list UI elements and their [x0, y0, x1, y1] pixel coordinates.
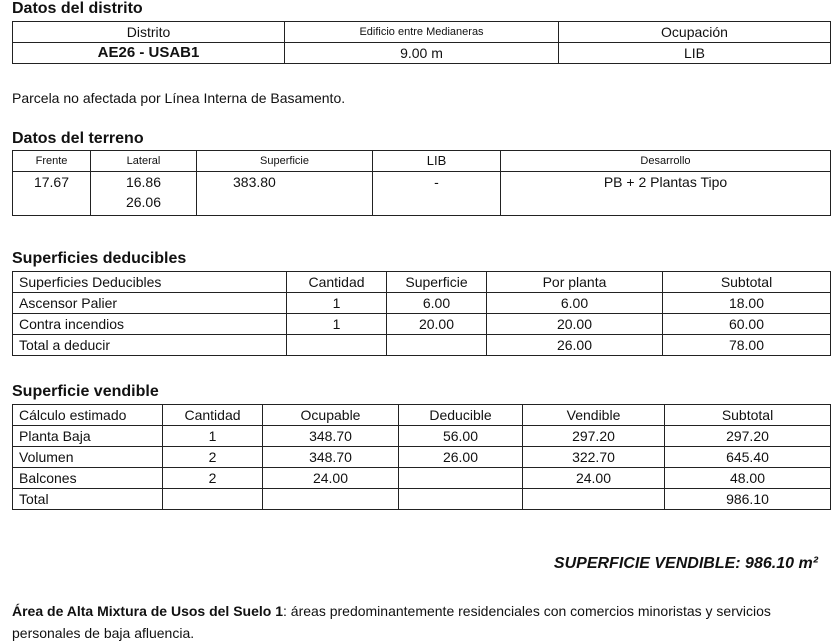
header-deducible: Deducible — [399, 405, 523, 426]
cell-cantidad — [163, 489, 263, 510]
section-title-terreno: Datos del terreno — [12, 130, 144, 147]
cell-calculo: Balcones — [13, 468, 163, 489]
cell-concepto: Ascensor Palier — [13, 293, 287, 314]
deducibles-table — [12, 271, 831, 356]
distrito-table — [12, 21, 831, 64]
value-lateral — [91, 172, 197, 216]
cell-vendible: 322.70 — [523, 447, 665, 468]
value-desarrollo: PB + 2 Plantas Tipo — [501, 172, 831, 216]
header-lib: LIB — [373, 151, 501, 172]
cell-cantidad: 2 — [163, 468, 263, 489]
cell-deducible: 56.00 — [399, 426, 523, 447]
table-row — [13, 426, 831, 447]
header-subtotal-v: Subtotal — [665, 405, 831, 426]
header-subtotal-d: Subtotal — [663, 272, 831, 293]
cell-cantidad: 2 — [163, 447, 263, 468]
cell-deducible — [399, 489, 523, 510]
cell-deducible — [399, 468, 523, 489]
header-distrito: Distrito — [13, 22, 285, 43]
header-ocupacion: Ocupación — [559, 22, 831, 43]
table-row-total — [13, 335, 831, 356]
value-frente: 17.67 — [13, 172, 91, 216]
cell-concepto: Contra incendios — [13, 314, 287, 335]
header-cantidad-v: Cantidad — [163, 405, 263, 426]
cell-calculo: Planta Baja — [13, 426, 163, 447]
basamento-note: Parcela no afectada por Línea Interna de Basamento. — [12, 90, 346, 106]
cell-superficie — [387, 335, 487, 356]
table-row-total — [13, 489, 831, 510]
cell-calculo: Volumen — [13, 447, 163, 468]
header-edificio: Edificio entre Medianeras — [285, 22, 559, 43]
cell-vendible: 24.00 — [523, 468, 665, 489]
cell-calculo: Total — [13, 489, 163, 510]
cell-ocupable: 24.00 — [263, 468, 399, 489]
cell-ocupable — [263, 489, 399, 510]
value-superficie: 383.80 — [197, 172, 373, 216]
cell-vendible — [523, 489, 665, 510]
cell-deducible: 26.00 — [399, 447, 523, 468]
value-distrito: AE26 - USAB1 — [13, 43, 285, 64]
section-title-distrito: Datos del distrito — [12, 0, 143, 17]
cell-cantidad: 1 — [163, 426, 263, 447]
cell-ocupable: 348.70 — [263, 426, 399, 447]
cell-cantidad: 1 — [287, 314, 387, 335]
cell-cantidad: 1 — [287, 293, 387, 314]
header-vendible: Vendible — [523, 405, 665, 426]
table-row — [13, 468, 831, 489]
cell-subtotal: 986.10 — [665, 489, 831, 510]
cell-subtotal: 78.00 — [663, 335, 831, 356]
footer-text: : áreas predominantemente residenciales con comercios minoristas y servicios personales de baja afluencia. — [12, 603, 771, 641]
cell-superficie: 6.00 — [387, 293, 487, 314]
header-superficie-d: Superficie — [387, 272, 487, 293]
cell-por-planta: 6.00 — [487, 293, 663, 314]
table-row — [13, 293, 831, 314]
table-row — [13, 447, 831, 468]
value-lateral-2: 26.06 — [125, 194, 162, 210]
table-row — [13, 314, 831, 335]
superficie-vendible-total: SUPERFICIE VENDIBLE: 986.10 m² — [553, 555, 818, 572]
cell-por-planta: 26.00 — [487, 335, 663, 356]
header-por-planta: Por planta — [487, 272, 663, 293]
cell-concepto: Total a deducir — [13, 335, 287, 356]
cell-superficie: 20.00 — [387, 314, 487, 335]
cell-subtotal: 48.00 — [665, 468, 831, 489]
cell-ocupable: 348.70 — [263, 447, 399, 468]
footer-bold-term: Área de Alta Mixtura de Usos del Suelo 1 — [12, 603, 284, 619]
value-ocupacion: LIB — [559, 43, 831, 64]
header-cantidad: Cantidad — [287, 272, 387, 293]
cell-por-planta: 20.00 — [487, 314, 663, 335]
cell-subtotal: 60.00 — [663, 314, 831, 335]
header-frente: Frente — [13, 151, 91, 172]
terreno-table — [12, 150, 831, 216]
cell-cantidad — [287, 335, 387, 356]
vendible-table — [12, 404, 831, 510]
value-lateral-1: 16.86 — [125, 174, 162, 190]
cell-subtotal: 297.20 — [665, 426, 831, 447]
header-ocupable: Ocupable — [263, 405, 399, 426]
section-title-deducibles: Superficies deducibles — [12, 250, 187, 267]
value-edificio: 9.00 m — [285, 43, 559, 64]
cell-subtotal: 645.40 — [665, 447, 831, 468]
header-calculo: Cálculo estimado — [13, 405, 163, 426]
cell-vendible: 297.20 — [523, 426, 665, 447]
header-lateral: Lateral — [91, 151, 197, 172]
header-superficie: Superficie — [197, 151, 373, 172]
value-lib: - — [373, 172, 501, 216]
footer-description — [12, 600, 828, 644]
header-deducibles: Superficies Deducibles — [13, 272, 287, 293]
section-title-vendible: Superficie vendible — [12, 383, 159, 400]
cell-subtotal: 18.00 — [663, 293, 831, 314]
header-desarrollo: Desarrollo — [501, 151, 831, 172]
